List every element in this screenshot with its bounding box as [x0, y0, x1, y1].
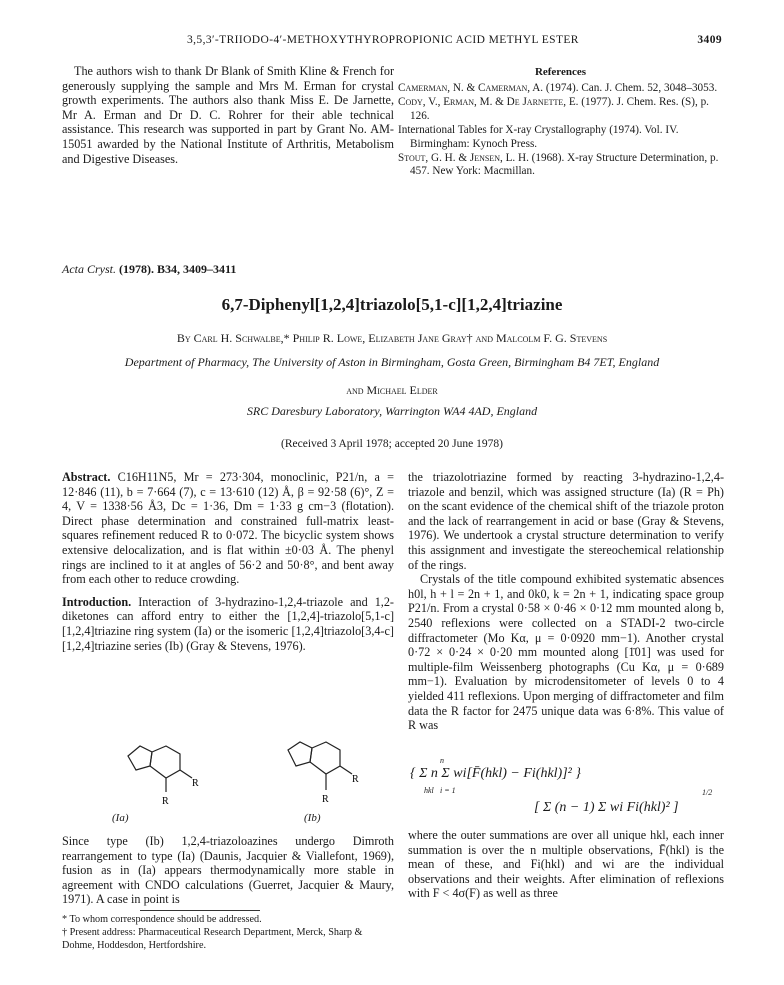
left-column-continued — [62, 834, 394, 907]
references-section — [398, 66, 723, 180]
figure-label-ib: (Ib) — [304, 812, 321, 824]
right-paragraph-3: where the outer summations are over all unique hkl, each inner summation is over the n multiple observations, F̄(hkl) is the mean of these, and Fi(hkl) and wi are the individual observations and their weights. After elimination of reflexions with F < 4σ(F) as well as three — [408, 828, 724, 901]
references-title: References — [534, 66, 587, 78]
abstract-paragraph — [62, 470, 394, 587]
reference-item: Cody, V., Erman, M. & De Jarnette, E. (1977). J. Chem. Res. (S), p. 126. — [398, 96, 709, 122]
affiliation-daresbury: SRC Daresbury Laboratory, Warrington WA4 4AD, England — [246, 404, 538, 418]
abstract-label: Abstract. — [62, 470, 111, 484]
and-author-line: and Michael Elder — [346, 383, 438, 397]
right-paragraph-1: the triazolotriazine formed by reacting 3-hydrazino-1,2,4-triazole and benzil, which was assigned structure (Ia) (R = Ph) on the scant evidence of the chemical shift of the triazole proton and the lack of rearrangement in acid or base (Gray & Stevens, 1976). We undertook a crystal structure determination to verify this assignment and investigate the stereochemical relationship of the rings. — [408, 470, 724, 572]
author-list: By Carl H. Schwalbe,* Philip R. Lowe, Elizabeth Jane Gray† and Malcolm F. G. Stevens — [176, 331, 608, 345]
page-number: 3409 — [697, 34, 722, 46]
reference-item: Camerman, N. & Camerman, A. (1974). Can. J. Chem. 52, 3048–3053. — [398, 82, 718, 94]
triazole-ring-a — [128, 746, 152, 770]
acknowledgement — [62, 64, 394, 166]
structure-figure — [100, 716, 380, 831]
right-column-continued — [408, 828, 724, 901]
formula-exponent: 1/2 — [702, 788, 713, 797]
abstract-text: C16H11N5, Mr = 273·304, monoclinic, P21/n, a = 12·846 (11), b = 7·664 (7), c = 13·610 (12) Å, β = 92·58 (6)°, Z = 4, V = 1338·56 Å3, Dc = 1·36, Dm = 1·33 g cm−3 (flotation). Direct phase determination and constrained full-matrix least-squares refinement reduced R to 0·072. The bicyclic system shows extensive delocalization, and is flat within ±0·03 Å. The phenyl rings are inclined to it at angles of 56·2 and 50·8°, and bent away from each other to reduce crowding. — [62, 470, 394, 587]
r-label-b1: R — [352, 774, 359, 785]
introduction-paragraph — [62, 595, 394, 653]
footnote-rule — [140, 910, 260, 911]
formula-sub-i: i = 1 — [440, 786, 456, 795]
left-column — [62, 470, 394, 653]
r-label-a1: R — [192, 778, 199, 789]
journal-citation: Acta Cryst. (1978). B34, 3409–3411 — [62, 262, 237, 276]
reference-item: International Tables for X-ray Crystallography (1974). Vol. IV. Birmingham: Kynoch Press. — [398, 124, 679, 150]
triazine-ring-b — [310, 742, 340, 774]
acknowledgement-text: The authors wish to thank Dr Blank of Smith Kline & French for generously supplying the sample and Mrs M. Erman for crystal growth experiments. The authors also thank Miss E. De Jarnette, Mr A. Erman and Dr D. C. Rohrer for their able technical assistance. This research was supported in part by Grant No. AM-15051 awarded by the National Institute of Arthritis, Metabolism and Digestive Diseases. — [62, 64, 394, 166]
introduction-label: Introduction. — [62, 594, 132, 609]
r-label-a2: R — [162, 796, 169, 807]
triazole-ring-b — [288, 742, 312, 766]
reference-item: Stout, G. H. & Jensen, L. H. (1968). X-ray Structure Determination, p. 457. New York: Macmillan. — [398, 152, 719, 178]
formula-sup-n: n — [440, 756, 444, 765]
figure-label-ia: (Ia) — [112, 812, 129, 824]
formula-numerator: { Σ n Σ wi[F̄(hkl) − Fi(hkl)]² } — [410, 766, 581, 781]
running-title: 3,5,3′-TRIIODO-4′-METHOXYTHYROPROPIONIC ACID METHYL ESTER — [187, 34, 579, 46]
article-title: 6,7-Diphenyl[1,2,4]triazolo[5,1-c][1,2,4]triazine — [221, 295, 563, 314]
right-column — [408, 470, 724, 733]
right-paragraph-2: Crystals of the title compound exhibited systematic absences h0l, h + l = 2n + 1, and 0k0, k = 2n + 1, indicating space group P21/n. From a crystal 0·58 × 0·46 × 0·12 mm mounted along b, 2540 reflexions were collected on a STADI-2 two-circle diffractometer (Mo Kα, μ = 0·0920 mm−1). Another crystal 0·72 × 0·24 × 0·20 mm mounted along [1̄01] was used for multiple-film Weissenberg photographs (Cu Kα, μ = 0·689 mm−1). Evaluation by microdensitometer of levels 0 to 4 yielded 411 reflexions. Upon merging of diffractometer and film data the R factor for 2475 unique data was 6·8%. This value of R was — [408, 572, 724, 733]
footnote-present-address: † Present address: Pharmaceutical Research Department, Merck, Sharp & Dohme, Hoddesdon, Hertfordshire. — [62, 927, 363, 951]
dimroth-paragraph: Since type (Ib) 1,2,4-triazoloazines undergo Dimroth rearrangement to type (Ia) (Daunis, Jacquier & Viallefont, 1969), fusion as in (Ia) appears thermodynamically more stable in agreement with CNDO calculations (Guerret, Jacquier & Maury, 1971). A case in point is — [62, 834, 394, 907]
affiliation-aston: Department of Pharmacy, The University of Aston in Birmingham, Gosta Green, Birmingham B4 7ET, England — [124, 355, 660, 369]
introduction-text: Interaction of 3-hydrazino-1,2,4-triazole and 1,2-diketones can afford entry to either the [1,2,4]-triazolo[5,1-c][1,2,4]triazine ring system (Ia) or the isomeric [1,2,4]triazolo[3,4-c][1,2,4]triazine series (Ib) (Gray & Stevens, 1976). — [62, 594, 394, 653]
formula-sub-hkl: hkl — [424, 786, 434, 795]
triazine-ring-a — [150, 746, 180, 778]
r-label-b2: R — [322, 794, 329, 805]
footnote-correspondence: * To whom correspondence should be addressed. — [62, 914, 262, 925]
received-dates: (Received 3 April 1978; accepted 20 June 1978) — [281, 438, 503, 450]
formula-denominator: [ Σ (n − 1) Σ wi Fi(hkl)² ] — [534, 800, 679, 815]
